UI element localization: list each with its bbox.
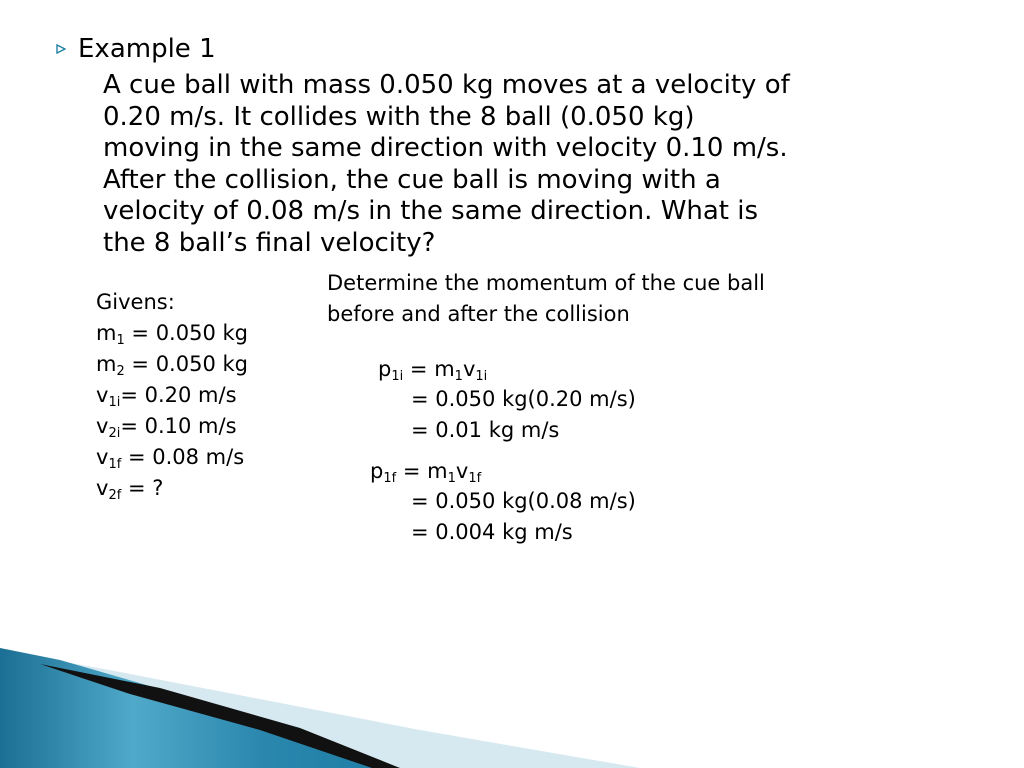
problem-line: moving in the same direction with velocity 0.10 m/s.	[103, 133, 788, 163]
given-item: $v_{2f}$ = ?	[96, 476, 164, 503]
problem-line: velocity of 0.08 m/s in the same direction. What is	[103, 196, 759, 226]
example-heading: Example 1	[78, 34, 216, 64]
momentum-final-formula: $p_{1f} = m_1v_{1f}$	[370, 459, 482, 486]
given-item: $v_{2i}= 0.10$ m/s	[96, 414, 237, 441]
instruction-line: Determine the momentum of the cue ball	[327, 271, 765, 295]
momentum-final-result: = 0.004 kg m/s	[411, 520, 573, 544]
momentum-initial-formula: $p_{1i} = m_1v_{1i}$	[378, 357, 488, 384]
givens-title: Givens:	[96, 290, 175, 314]
instruction-line: before and after the collision	[327, 302, 630, 326]
given-item: $m_1 = 0.050$ kg	[96, 321, 248, 348]
momentum-final-substitution: = 0.050 kg(0.08 m/s)	[411, 489, 636, 513]
momentum-initial-substitution: = 0.050 kg(0.20 m/s)	[411, 387, 636, 411]
problem-line: A cue ball with mass 0.050 kg moves at a velocity of	[103, 70, 790, 100]
given-item: $m_2 = 0.050$ kg	[96, 352, 248, 379]
problem-line: the 8 ball’s final velocity?	[103, 227, 436, 258]
problem-line: 0.20 m/s. It collides with the 8 ball (0.050 kg)	[103, 101, 695, 132]
problem-line: After the collision, the cue ball is moving with a	[103, 164, 721, 195]
given-item: $v_{1i}= 0.20$ m/s	[96, 383, 237, 410]
given-item: $v_{1f} = 0.08$ m/s	[96, 445, 245, 472]
momentum-initial-result: = 0.01 kg m/s	[411, 418, 560, 442]
